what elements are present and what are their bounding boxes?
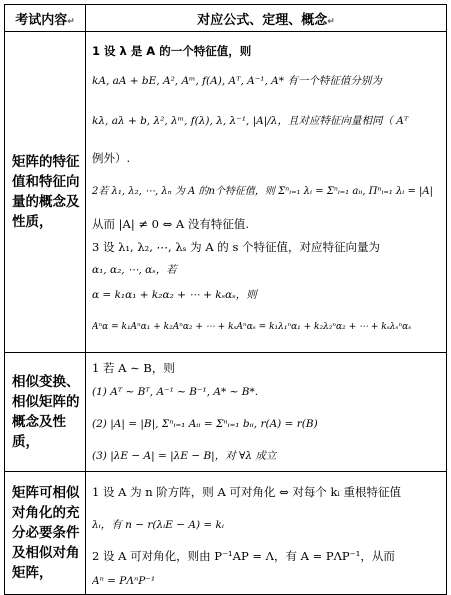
formula-line: 从而 |A| ≠ 0 ⇔ A 没有特征值. — [92, 217, 250, 231]
formula-line: (3) |λE − A| = |λE − B|，对 ∀λ 成立 — [92, 450, 277, 462]
formula-line: (2) |A| = |B|, Σⁿᵢ₌₁ Aᵢᵢ = Σⁿᵢ₌₁ bᵢᵢ, r(A) = r(B) — [92, 418, 318, 430]
formula-table-sheet — [4, 4, 447, 589]
table-row-diagonal — [5, 472, 447, 595]
formula-line: Aⁿα = k₁Aⁿα₁ + k₂Aⁿα₂ + ⋯ + kₛAⁿαₛ = k₁λ₁ⁿα₁ + k₂λ₂ⁿα₂ + ⋯ + kₛλₛⁿαₛ — [92, 322, 412, 332]
topic-diagonal: 矩阵可相似对角化的充分必要条件及相似对角矩阵， — [12, 485, 80, 581]
header-formula-cell — [86, 5, 447, 32]
formula-line: λᵢ，有 n − r(λᵢE − A) = kᵢ — [92, 519, 224, 531]
topic-cell-eigen — [5, 32, 86, 353]
table-row-similar — [5, 353, 447, 472]
formula-cell-eigen — [86, 32, 447, 353]
topic-similar: 相似变换、相似矩阵的概念及性质， — [12, 374, 80, 450]
formula-line: (1) Aᵀ ∼ Bᵀ, A⁻¹ ∼ B⁻¹, A* ∼ B*. — [92, 386, 259, 398]
header-topic-cell — [5, 5, 86, 32]
header-formula: 对应公式、定理、概念 — [197, 12, 328, 28]
return-mark: ↵ — [327, 16, 335, 27]
table-header-row — [5, 5, 447, 32]
formula-line: 例外）. — [92, 151, 131, 165]
formula-line: 2若 λ₁, λ₂, ⋯, λₙ 为 A 的n个特征值，则 Σⁿᵢ₌₁ λᵢ = Σⁿᵢ₌₁ aᵢᵢ, Πⁿᵢ₌₁ λᵢ = |A| — [92, 186, 434, 197]
topic-cell-similar — [5, 353, 86, 472]
formula-line: 1 设 λ 是 A 的一个特征值，则 — [92, 44, 252, 58]
formula-line: 3 设 λ₁, λ₂, ⋯, λₛ 为 A 的 s 个特征值，对应特征向量为 — [92, 240, 381, 254]
formula-line: 1 设 A 为 n 阶方阵，则 A 可对角化 ⇔ 对每个 kᵢ 重根特征值 — [92, 485, 401, 499]
formula-line: 1 若 A ∼ B，则 — [92, 361, 175, 375]
formula-line: Aⁿ = PΛⁿP⁻¹ — [92, 575, 156, 587]
return-mark: ↵ — [67, 16, 75, 27]
topic-eigen: 矩阵的特征值和特征向量的概念及性质， — [12, 154, 80, 230]
formula-line: kλ, aλ + b, λ², λᵐ, f(λ), λ, λ⁻¹, |A|/λ，且对应特征向量相同（ Aᵀ — [92, 115, 409, 127]
formula-line: kA, aA + bE, A², Aᵐ, f(A), Aᵀ, A⁻¹, A* 有一个特征值分别为 — [92, 75, 382, 87]
formula-line: α = k₁α₁ + k₂α₂ + ⋯ + kₛαₛ，则 — [92, 289, 257, 301]
header-topic: 考试内容 — [15, 12, 68, 28]
formula-line: α₁, α₂, ⋯, αₛ，若 — [92, 264, 177, 276]
formula-line: 2 设 A 可对角化，则由 P⁻¹AP = Λ，有 A = PΛP⁻¹，从而 — [92, 549, 395, 563]
formula-cell-similar — [86, 353, 447, 472]
topic-cell-diagonal — [5, 472, 86, 595]
formula-table — [4, 4, 447, 595]
table-row-eigen — [5, 32, 447, 353]
formula-cell-diagonal — [86, 472, 447, 595]
